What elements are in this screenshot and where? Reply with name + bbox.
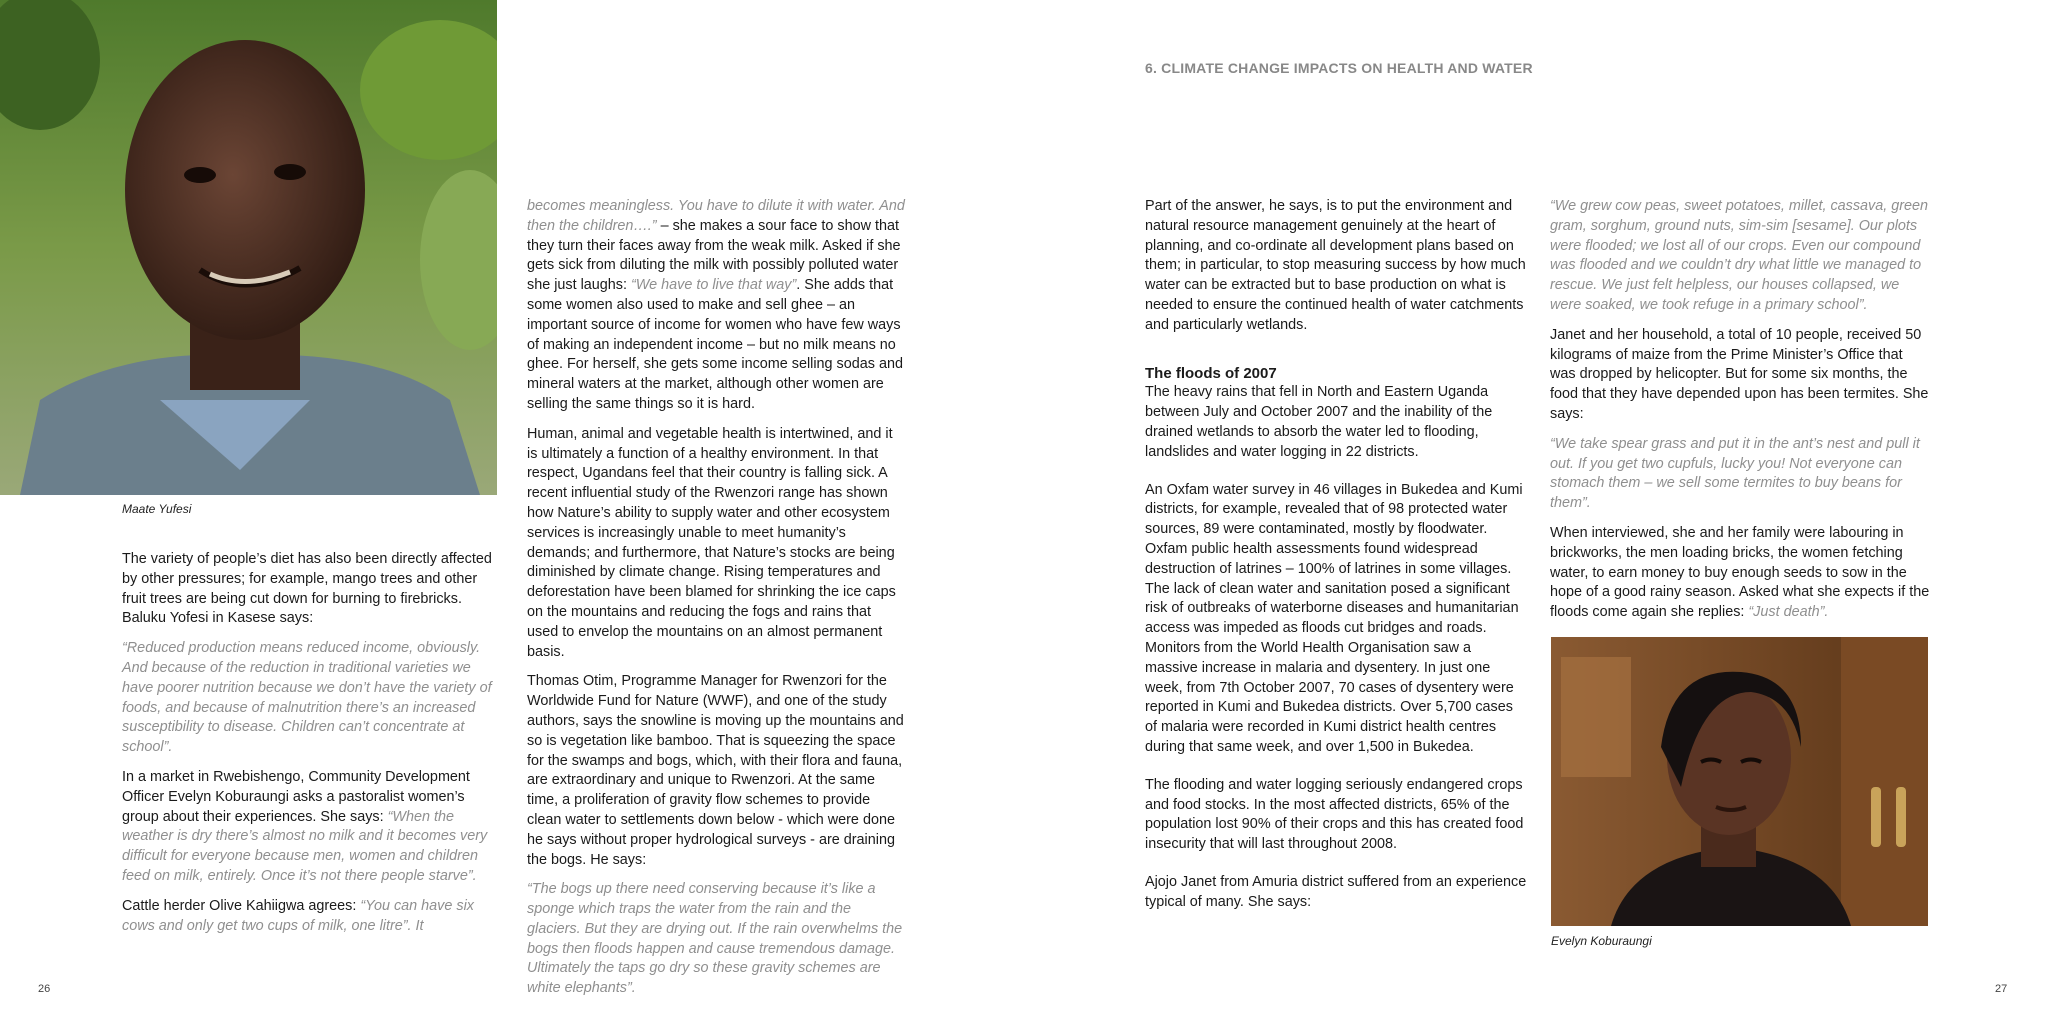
- quote: “We have to live that way”: [631, 277, 797, 294]
- paragraph: The variety of people’s diet has also been directly affected by other pressures; for example, mango trees and other fruit trees are being cut down for burning to firebricks. Baluku Yofesi in Kasese says:: [122, 551, 492, 627]
- caption-evelyn-koburaungi: Evelyn Koburaungi: [1551, 934, 1652, 948]
- column-4: [1550, 197, 1930, 633]
- column-2: [527, 197, 905, 1009]
- text: Cattle herder Olive Kahiigwa agrees:: [122, 897, 361, 914]
- paragraph: [527, 197, 905, 415]
- portrait-illustration-woman: [1551, 637, 1928, 926]
- quote: “Just death”.: [1748, 604, 1829, 621]
- text: – she makes a sour face to show that they turn their faces away from the weak milk. Asked if she gets sick from diluting the milk with possibly polluted water she just laughs:: [527, 217, 901, 294]
- quote: “Reduced production means reduced income, obviously. And because of the reduction in traditional varieties we have poorer nutrition because we don’t have the variety of foods, and because of malnutrition there’s an increased susceptibility to disease. Children can’t concentrate at school”.: [122, 640, 492, 756]
- paragraph: The heavy rains that fell in North and Eastern Uganda between July and October 2007 and the inability of the drained wetlands to absorb the water led to flooding, landslides and water logging in 22 districts.: [1145, 384, 1493, 460]
- spacer: [1145, 473, 1527, 481]
- running-head: 6. CLIMATE CHANGE IMPACTS ON HEALTH AND WATER: [1145, 60, 1533, 76]
- paragraph: [1550, 524, 1930, 623]
- quote: “When the weather is dry there’s almost no milk and it becomes very difficult for everyone because men, women and children feed on milk, entirely. Once it’s not there people starve”.: [122, 808, 488, 884]
- text: In a market in Rwebishengo, Community Development Officer Evelyn Koburaungi asks a pastoralist women’s group about their experiences. She says:: [122, 768, 470, 825]
- spacer: [1145, 865, 1527, 873]
- quote: “We grew cow peas, sweet potatoes, millet, cassava, green gram, sorghum, ground nuts, sim-sim [sesame]. Our plots were flooded; we lost all of our crops. Even our compound was flooded and we couldn’t dry what little we managed to rescue. We just felt helpless, our houses collapsed, we were soaked, we took refuge in a primary school”.: [1550, 198, 1929, 313]
- quote: “You can have six cows and only get two cups of milk, one litre”. It: [122, 897, 474, 934]
- paragraph: [122, 897, 498, 937]
- paragraph: Ajojo Janet from Amuria district suffered from an experience typical of many. She says:: [1145, 873, 1527, 910]
- photo-evelyn-koburaungi: [1551, 637, 1928, 926]
- paragraph: Thomas Otim, Programme Manager for Rwenzori for the Worldwide Fund for Nature (WWF), and one of the study authors, says the snowline is moving up the mountains and so is vegetation like bamboo. That is squeezing the space for the swamps and bogs, which, with their flora and fauna, are extraordinary and unique to Rwenzori. At the same time, a proliferation of gravity flow schemes to provide clean water to settlements down below - which were done he says without proper hydrological surveys - are draining the bogs. He says:: [527, 673, 904, 868]
- text: . She adds that some women also used to make and sell ghee – an important source of income for women who have few ways of making an independent income – but no milk means no ghee. For herself, she gets some income selling sodas and mineral waters at the market, although other women are selling the same things so it is hard.: [527, 277, 903, 412]
- spacer: [1145, 346, 1527, 364]
- page-number-left: 26: [38, 983, 51, 995]
- photo-maate-yufesi: [0, 0, 497, 495]
- paragraph: Janet and her household, a total of 10 people, received 50 kilograms of maize from the Prime Minister’s Office that was dropped by helicopter. But for some six months, the food that they have depended upon has been termites. She says:: [1550, 326, 1929, 422]
- paragraph: Part of the answer, he says, is to put the environment and natural resource management genuinely at the heart of planning, and co-ordinate all development plans based on them; in particular, to stop measuring success by how much water can be extracted but to base production on what is needed to ensure the continued health of water catchments and particularly wetlands.: [1145, 198, 1526, 333]
- portrait-illustration-man: [0, 0, 497, 495]
- quote: “We take spear grass and put it in the ant’s nest and pull it out. If you get two cupfuls, lucky you! Not everyone can stomach them – we sell some termites to buy beans for them”.: [1550, 435, 1920, 512]
- paragraph: The flooding and water logging seriously endangered crops and food stocks. In the most affected districts, 65% of the population lost 90% of their crops and this has created food insecurity that will last throughout 2008.: [1145, 776, 1524, 853]
- spacer: [1145, 768, 1527, 776]
- paragraph: An Oxfam water survey in 46 villages in Bukedea and Kumi districts, for example, revealed that of 98 protected water sources, 89 were contaminated, mostly by floodwater. Oxfam public health assessments found widespread destruction of latrines – 100% of latrines in some villages. The lack of clean water and sanitation posed a significant risk of outbreaks of waterborne diseases and humanitarian access was impeded as floods cut bridges and roads. Monitors from the World Health Organisation saw a massive increase in malaria and dysentery. In just one week, from 7th October 2007, 70 cases of dysentery were reported in Kumi and Bukedea districts. Over 5,700 cases of malaria were recorded in Kumi district health centres during that same week, and over 1,500 in Bukedea.: [1145, 481, 1523, 755]
- section-heading: The floods of 2007: [1145, 364, 1277, 382]
- paragraph: Human, animal and vegetable health is intertwined, and it is ultimately a function of a healthy environment. In that respect, Ugandans feel that their country is falling sick. A recent influential study of the Rwenzori range has shown how Nature’s ability to supply water and other ecosystem services is increasingly unable to meet humanity’s demands; and furthermore, that Nature’s stocks are being diminished by climate change. Rising temperatures and deforestation have been blamed for shrinking the ice caps on the mountains and reducing the fogs and rains that used to envelop the mountains on an almost permanent basis.: [527, 425, 896, 660]
- page-number-right: 27: [1995, 983, 2008, 995]
- column-3: [1145, 197, 1527, 923]
- column-1: [122, 550, 498, 946]
- quote: becomes meaningless. You have to dilute it with water. And then the children….”: [527, 198, 905, 234]
- quote: “The bogs up there need conserving because it’s like a sponge which traps the water from the rain and the glaciers. But they are drying out. If the rain overwhelms the bogs then floods happen and cause tremendous damage. Ultimately the taps go dry so these gravity schemes are white elephants”.: [527, 881, 903, 997]
- text: When interviewed, she and her family were labouring in brickworks, the men loading bricks, the women fetching water, to earn money to buy enough seeds to sow in the hope of a good rainy season. Asked what she expects if the floods come again she replies:: [1550, 524, 1930, 621]
- paragraph: [122, 768, 498, 887]
- caption-maate-yufesi: Maate Yufesi: [122, 502, 192, 516]
